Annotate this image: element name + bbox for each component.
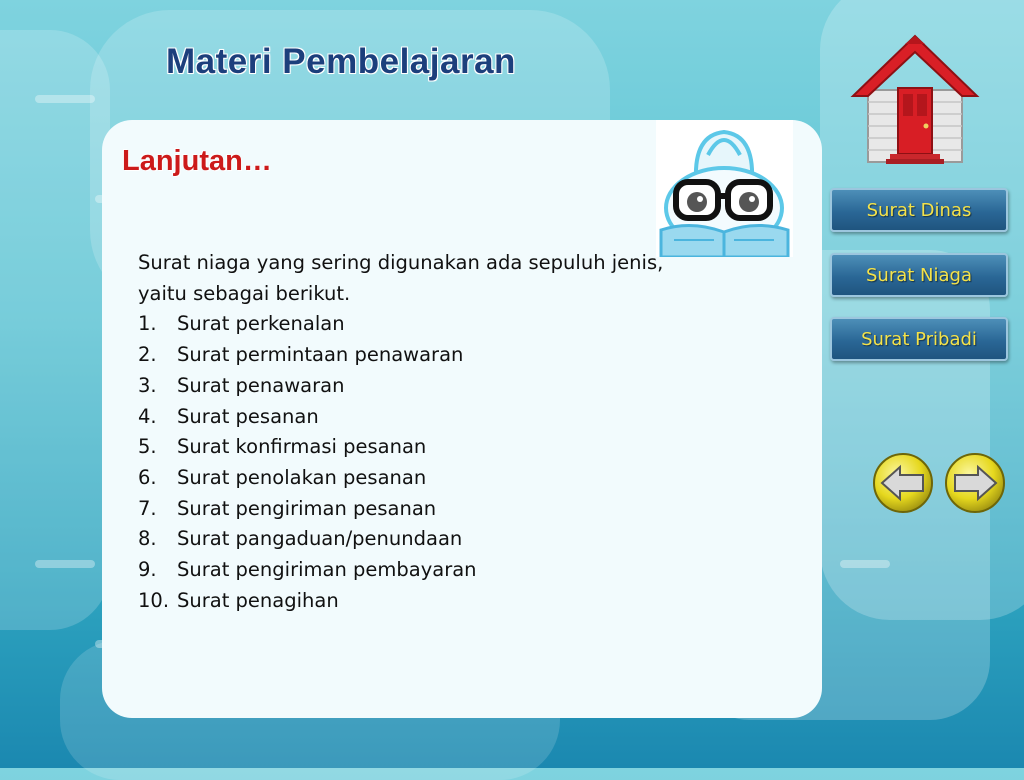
list-label: Surat pesanan	[177, 404, 319, 428]
list-number: 10.	[138, 588, 170, 612]
list-label: Surat pengiriman pesanan	[177, 496, 437, 520]
list-item	[138, 586, 698, 617]
surat-niaga-button[interactable]: Surat Niaga	[830, 253, 1008, 297]
arrow-left-icon	[872, 452, 934, 514]
intro-paragraph: Surat niaga yang sering digunakan ada sepuluh jenis, yaitu sebagai berikut.	[138, 251, 664, 305]
background-bar	[35, 560, 95, 568]
list-number: 8.	[138, 527, 157, 551]
list-number: 4.	[138, 404, 157, 428]
list-item	[138, 309, 698, 340]
letter-type-list	[138, 309, 698, 616]
list-number: 5.	[138, 435, 157, 459]
background-bar	[35, 95, 95, 103]
next-button[interactable]	[944, 452, 1006, 514]
list-label: Surat penawaran	[177, 373, 345, 397]
content-text	[138, 248, 698, 616]
list-item	[138, 402, 698, 433]
list-item	[138, 463, 698, 494]
list-number: 1.	[138, 312, 157, 336]
list-item	[138, 340, 698, 371]
list-number: 3.	[138, 373, 157, 397]
list-label: Surat penolakan pesanan	[177, 465, 427, 489]
surat-pribadi-button[interactable]: Surat Pribadi	[830, 317, 1008, 361]
list-number: 6.	[138, 465, 157, 489]
list-label: Surat penagihan	[177, 588, 339, 612]
home-button[interactable]	[850, 32, 980, 164]
list-label: Surat pangaduan/penundaan	[177, 527, 463, 551]
list-item	[138, 494, 698, 525]
list-number: 7.	[138, 496, 157, 520]
background-bar	[840, 560, 890, 568]
list-label: Surat perkenalan	[177, 312, 345, 336]
list-item	[138, 432, 698, 463]
house-icon	[850, 32, 980, 164]
list-item	[138, 524, 698, 555]
arrow-right-icon	[944, 452, 1006, 514]
section-subtitle: Lanjutan…	[122, 145, 272, 177]
previous-button[interactable]	[872, 452, 934, 514]
list-number: 2.	[138, 343, 157, 367]
list-item	[138, 555, 698, 586]
list-label: Surat konfirmasi pesanan	[177, 435, 427, 459]
list-item	[138, 371, 698, 402]
list-number: 9.	[138, 558, 157, 582]
page-title: Materi Pembelajaran	[166, 42, 516, 81]
list-label: Surat pengiriman pembayaran	[177, 558, 477, 582]
reading-character-image	[656, 120, 793, 257]
surat-dinas-button[interactable]: Surat Dinas	[830, 188, 1008, 232]
list-label: Surat permintaan penawaran	[177, 343, 464, 367]
